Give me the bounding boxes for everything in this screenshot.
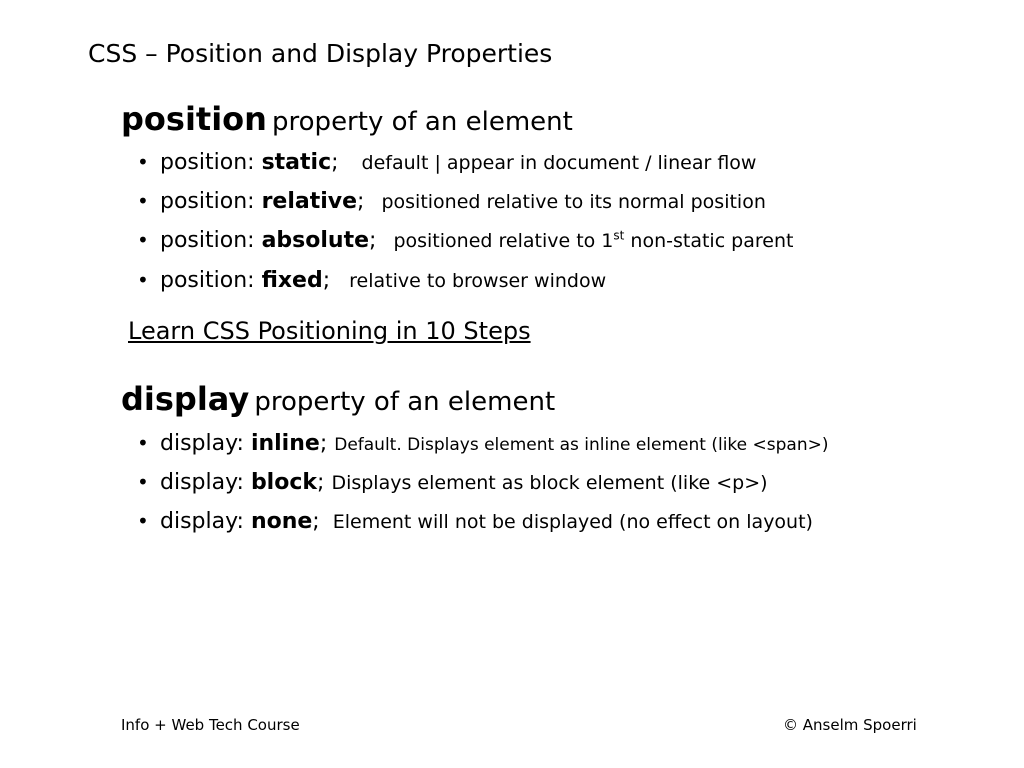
display-heading-rest: property of an element bbox=[254, 387, 556, 417]
prop-value: inline bbox=[250, 431, 320, 456]
position-keyword: position bbox=[121, 100, 267, 138]
bullet-icon: • bbox=[137, 431, 149, 455]
prop-description: Element will not be displayed (no effect on layout) bbox=[332, 511, 813, 533]
desc-superscript: st bbox=[613, 228, 625, 243]
prop-value: absolute bbox=[261, 228, 370, 253]
bullet-icon: • bbox=[137, 268, 149, 292]
prop-label: position: bbox=[160, 268, 255, 293]
prop-label: position: bbox=[160, 189, 255, 214]
position-static-item bbox=[137, 150, 756, 176]
semicolon: ; bbox=[317, 470, 325, 495]
prop-label: display: bbox=[160, 431, 244, 456]
prop-value: relative bbox=[261, 189, 358, 214]
prop-description: relative to browser window bbox=[349, 270, 607, 292]
prop-value: fixed bbox=[261, 268, 323, 293]
position-heading bbox=[121, 100, 573, 138]
desc-text-after: non-static parent bbox=[624, 230, 794, 252]
prop-label: display: bbox=[160, 509, 244, 534]
learn-css-positioning-link[interactable]: Learn CSS Positioning in 10 Steps bbox=[128, 317, 531, 345]
display-inline-item bbox=[137, 431, 829, 457]
prop-value: none bbox=[250, 509, 313, 534]
display-keyword: display bbox=[121, 380, 250, 418]
semicolon: ; bbox=[312, 509, 320, 534]
position-heading-rest: property of an element bbox=[272, 107, 573, 137]
position-relative-item bbox=[137, 189, 766, 215]
prop-description: Default. Displays element as inline element (like <span>) bbox=[334, 435, 829, 455]
semicolon: ; bbox=[322, 268, 331, 293]
display-none-item bbox=[137, 509, 813, 535]
prop-description: positioned relative to its normal position bbox=[381, 191, 766, 213]
desc-text: positioned relative to 1 bbox=[393, 230, 614, 252]
prop-label: display: bbox=[160, 470, 244, 495]
bullet-icon: • bbox=[137, 228, 149, 252]
display-block-item bbox=[137, 470, 768, 496]
semicolon: ; bbox=[357, 189, 365, 214]
display-heading bbox=[121, 380, 555, 418]
footer-copyright: © Anselm Spoerri bbox=[783, 716, 917, 734]
bullet-icon: • bbox=[137, 150, 149, 174]
prop-description: Displays element as block element (like <p>) bbox=[331, 472, 768, 494]
prop-description: default | appear in document / linear flow bbox=[361, 152, 757, 174]
prop-label: position: bbox=[160, 150, 255, 175]
semicolon: ; bbox=[369, 228, 377, 253]
semicolon: ; bbox=[331, 150, 339, 175]
bullet-icon: • bbox=[137, 189, 149, 213]
slide-title: CSS – Position and Display Properties bbox=[88, 39, 553, 68]
bullet-icon: • bbox=[137, 470, 149, 494]
semicolon: ; bbox=[319, 431, 328, 456]
prop-value: block bbox=[250, 470, 318, 495]
prop-label: position: bbox=[160, 228, 255, 253]
position-absolute-item bbox=[137, 228, 793, 254]
position-fixed-item bbox=[137, 268, 606, 294]
footer-course: Info + Web Tech Course bbox=[121, 716, 300, 734]
bullet-icon: • bbox=[137, 509, 149, 533]
prop-value: static bbox=[261, 150, 332, 175]
prop-description bbox=[393, 230, 793, 252]
